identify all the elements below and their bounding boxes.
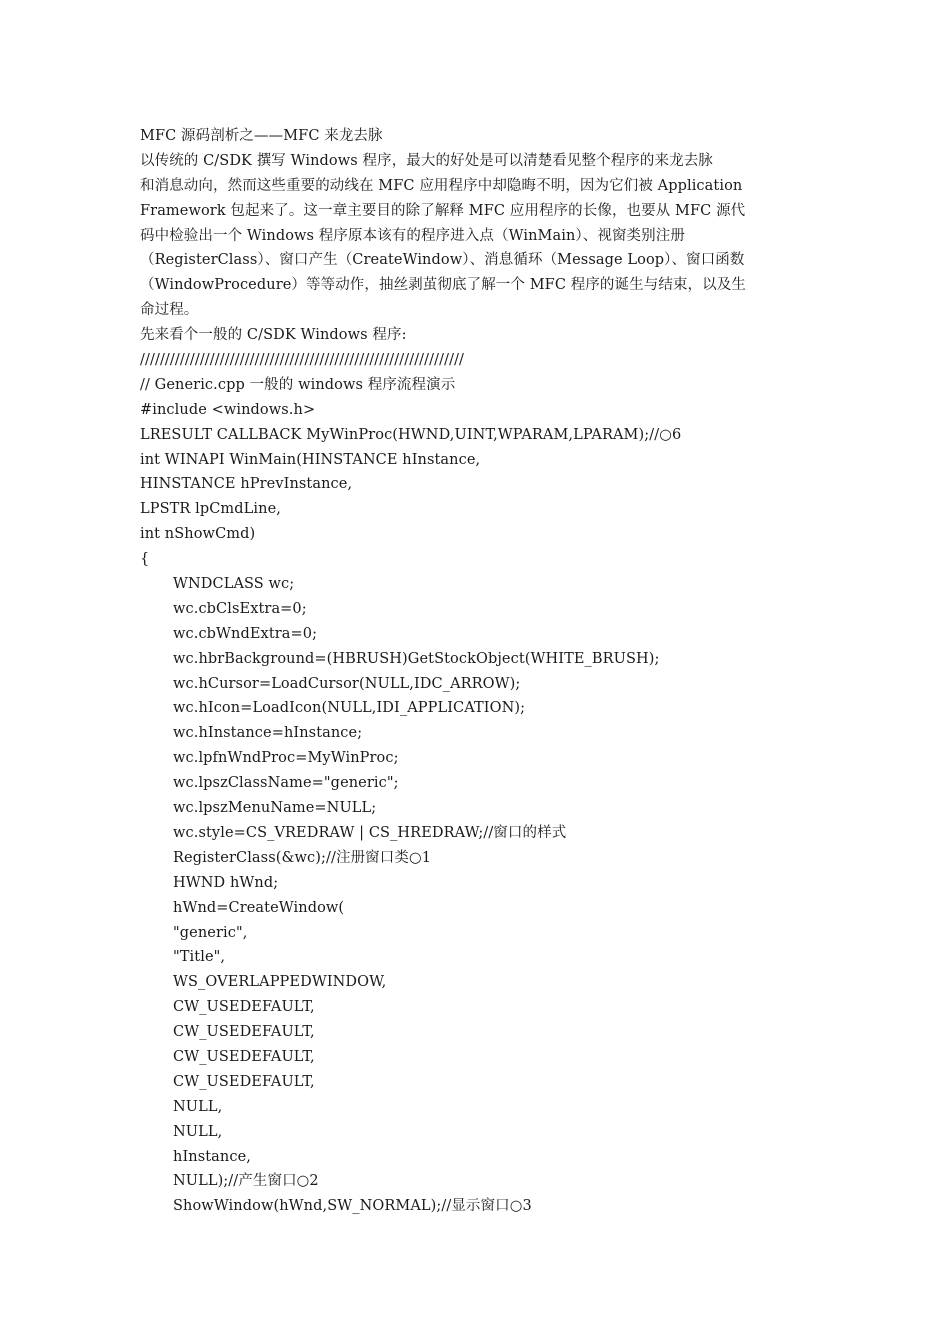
code-line: CW_USEDEFAULT, — [173, 999, 315, 1016]
code-line: { — [140, 551, 150, 568]
code-line: wc.cbWndExtra=0; — [173, 625, 318, 642]
intro-line: 先来看个一般的 C/SDK Windows 程序: — [140, 327, 407, 344]
code-line: wc.lpszClassName="generic"; — [173, 775, 399, 792]
code-line: RegisterClass(&wc);//注册窗口类○1 — [173, 849, 432, 866]
code-line: hInstance, — [173, 1148, 251, 1165]
code-line: wc.lpfnWndProc=MyWinProc; — [173, 750, 399, 767]
code-line: NULL);//产生窗口○2 — [173, 1173, 319, 1190]
code-line: CW_USEDEFAULT, — [173, 1024, 315, 1041]
code-line: WS_OVERLAPPEDWINDOW, — [173, 974, 387, 991]
code-line: #include <windows.h> — [140, 401, 316, 418]
code-block — [140, 348, 820, 1219]
code-line: wc.hIcon=LoadIcon(NULL,IDI_APPLICATION); — [173, 700, 526, 717]
code-line: ShowWindow(hWnd,SW_NORMAL);//显示窗口○3 — [173, 1198, 532, 1215]
code-line: CW_USEDEFAULT, — [173, 1048, 315, 1065]
intro-line: 码中检验出一个 Windows 程序原本该有的程序进入点（WinMain）、视窗类别注册 — [140, 227, 685, 244]
code-line: WNDCLASS wc; — [173, 576, 295, 593]
code-line: CW_USEDEFAULT, — [173, 1073, 315, 1090]
intro-line: 和消息动向，然而这些重要的动线在 MFC 应用程序中却隐晦不明，因为它们被 Application — [140, 177, 743, 194]
code-line: LPSTR lpCmdLine, — [140, 501, 281, 518]
code-line: // Generic.cpp 一般的 windows 程序流程演示 — [140, 376, 456, 393]
code-line: "Title", — [173, 949, 226, 966]
code-line: HWND hWnd; — [173, 874, 279, 891]
code-line: HINSTANCE hPrevInstance, — [140, 476, 353, 493]
code-line: hWnd=CreateWindow( — [173, 899, 345, 916]
intro-line: （WindowProcedure）等等动作，抽丝剥茧彻底了解一个 MFC 程序的诞生与结束，以及生 — [140, 277, 746, 294]
code-line: ///////////////////////////////////////////////////////////////// — [140, 352, 465, 369]
code-line: LRESULT CALLBACK MyWinProc(HWND,UINT,WPARAM,LPARAM);//○6 — [140, 426, 682, 443]
code-line: wc.hbrBackground=(HBRUSH)GetStockObject(WHITE_BRUSH); — [173, 650, 660, 667]
code-line: wc.cbClsExtra=0; — [173, 600, 307, 617]
document-page — [140, 124, 820, 1219]
intro-line: 以传统的 C/SDK 撰写 Windows 程序，最大的好处是可以清楚看见整个程序的来龙去脉 — [140, 152, 713, 169]
intro-line: 命过程。 — [140, 302, 199, 319]
code-line: NULL, — [173, 1098, 223, 1115]
code-line: wc.hInstance=hInstance; — [173, 725, 363, 742]
code-line: wc.style=CS_VREDRAW | CS_HREDRAW;//窗口的样式 — [173, 824, 567, 841]
code-line: int nShowCmd) — [140, 526, 256, 543]
code-line: NULL, — [173, 1123, 223, 1140]
intro-line: Framework 包起来了。这一章主要目的除了解释 MFC 应用程序的长像，也要从 MFC 源代 — [140, 202, 746, 219]
intro-line: （RegisterClass）、窗口产生（CreateWindow）、消息循环（Message Loop）、窗口函数 — [140, 252, 745, 269]
code-line: wc.hCursor=LoadCursor(NULL,IDC_ARROW); — [173, 675, 521, 692]
document-title: MFC 源码剖析之——MFC 来龙去脉 — [140, 128, 383, 144]
code-line: wc.lpszMenuName=NULL; — [173, 800, 377, 817]
intro-paragraph — [140, 149, 820, 348]
code-line: int WINAPI WinMain(HINSTANCE hInstance, — [140, 451, 481, 468]
code-line: "generic", — [173, 924, 248, 941]
